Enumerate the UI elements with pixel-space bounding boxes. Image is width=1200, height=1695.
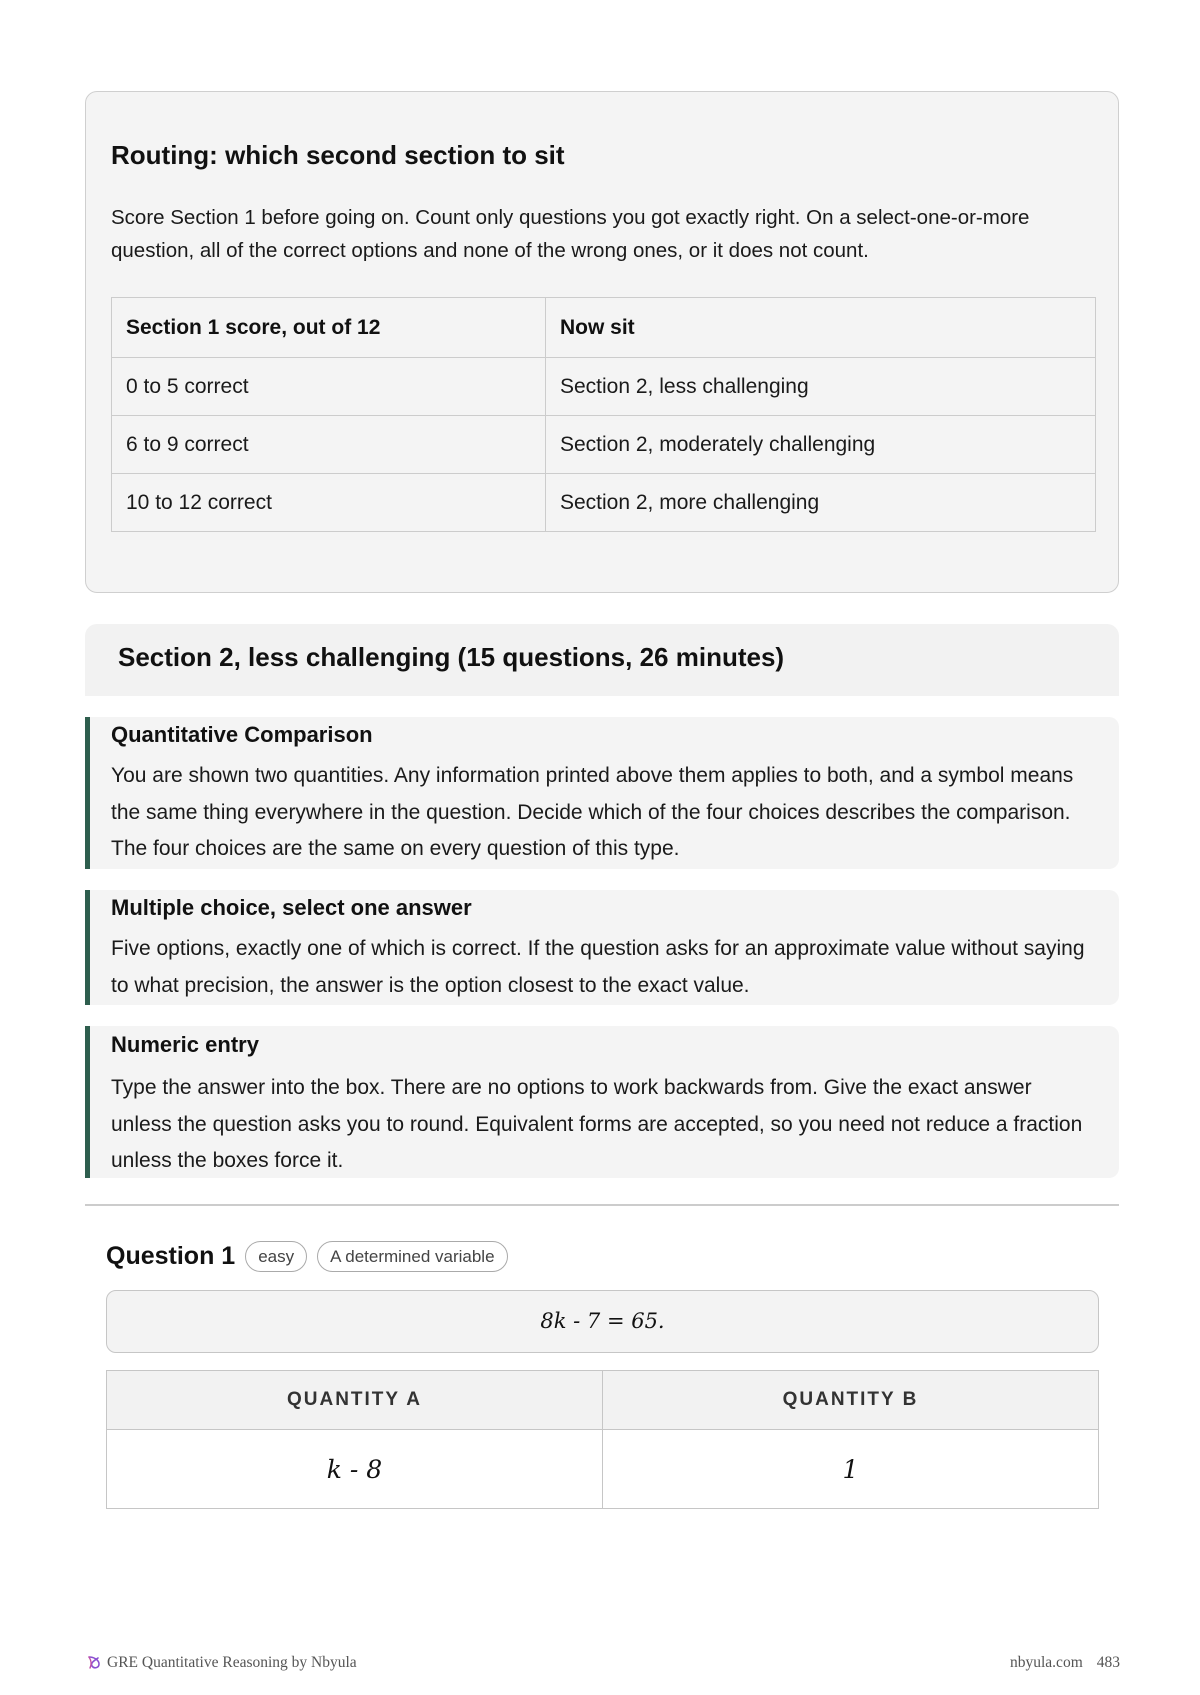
routing-score-cell: 6 to 9 correct bbox=[112, 416, 546, 474]
routing-table bbox=[111, 297, 1096, 532]
callout-body: Five options, exactly one of which is correct. If the question asks for an approximate value without saying to what precision, the answer is the option closest to the exact value. bbox=[111, 937, 1085, 997]
table-row bbox=[112, 474, 1096, 532]
quantity-value-row bbox=[107, 1430, 1099, 1509]
divider bbox=[85, 1204, 1119, 1206]
quantity-b-value: 1 bbox=[603, 1430, 1099, 1509]
question-title: Question 1 bbox=[106, 1242, 236, 1270]
routing-score-cell: 0 to 5 correct bbox=[112, 358, 546, 416]
table-row bbox=[112, 416, 1096, 474]
footer-book bbox=[86, 1654, 357, 1672]
routing-section-cell: Section 2, more challenging bbox=[546, 474, 1096, 532]
callout-quantitative-comparison bbox=[85, 717, 1119, 869]
callout-title: Numeric entry bbox=[111, 1032, 259, 1057]
callout-title: Quantitative Comparison bbox=[111, 722, 373, 747]
routing-intro: Score Section 1 before going on. Count only questions you got exactly right. On a select-one-or-more question, all of the correct options and none of the wrong ones, or it does not count. bbox=[111, 206, 1030, 262]
callout-title: Multiple choice, select one answer bbox=[111, 895, 472, 920]
topic-tag: A determined variable bbox=[317, 1241, 507, 1272]
question-header bbox=[106, 1241, 518, 1272]
routing-score-cell: 10 to 12 correct bbox=[112, 474, 546, 532]
quantity-a-value: k - 8 bbox=[107, 1430, 603, 1509]
section-title: Section 2, less challenging (15 questions, 26 minutes) bbox=[118, 642, 785, 672]
routing-section-cell: Section 2, less challenging bbox=[546, 358, 1096, 416]
routing-title: Routing: which second section to sit bbox=[111, 140, 565, 170]
quantity-header-row bbox=[107, 1371, 1099, 1430]
routing-section-cell: Section 2, moderately challenging bbox=[546, 416, 1096, 474]
routing-table-header bbox=[112, 298, 1096, 358]
routing-header-now-sit: Now sit bbox=[546, 298, 1096, 358]
footer-meta bbox=[1010, 1654, 1120, 1672]
difficulty-tag: easy bbox=[245, 1241, 307, 1272]
footer-book-title: GRE Quantitative Reasoning by Nbyula bbox=[107, 1654, 357, 1671]
callout-body: Type the answer into the box. There are no options to work backwards from. Give the exact answer unless the question asks you to round. Equivalent forms are accepted, so you need not reduce a fraction unless the boxes force it. bbox=[111, 1076, 1083, 1172]
callout-body: You are shown two quantities. Any information printed above them applies to both, and a symbol means the same thing everywhere in the question. Decide which of the four choices describes the comparison. The four choices are the same on every question of this type. bbox=[111, 764, 1074, 860]
quantity-b-label: QUANTITY B bbox=[603, 1371, 1099, 1430]
quantity-a-label: QUANTITY A bbox=[107, 1371, 603, 1430]
callout-multiple-choice bbox=[85, 890, 1119, 1005]
routing-panel bbox=[85, 91, 1119, 593]
nbyula-logo-icon bbox=[86, 1655, 102, 1671]
section-header bbox=[85, 624, 1119, 696]
callout-numeric-entry bbox=[85, 1026, 1119, 1178]
quantity-table bbox=[106, 1370, 1099, 1509]
table-row bbox=[112, 358, 1096, 416]
routing-header-score: Section 1 score, out of 12 bbox=[112, 298, 546, 358]
page-number: 483 bbox=[1096, 1654, 1120, 1671]
given-equation: 8k - 7 = 65. bbox=[106, 1290, 1099, 1353]
footer-site: nbyula.com bbox=[1010, 1654, 1083, 1671]
